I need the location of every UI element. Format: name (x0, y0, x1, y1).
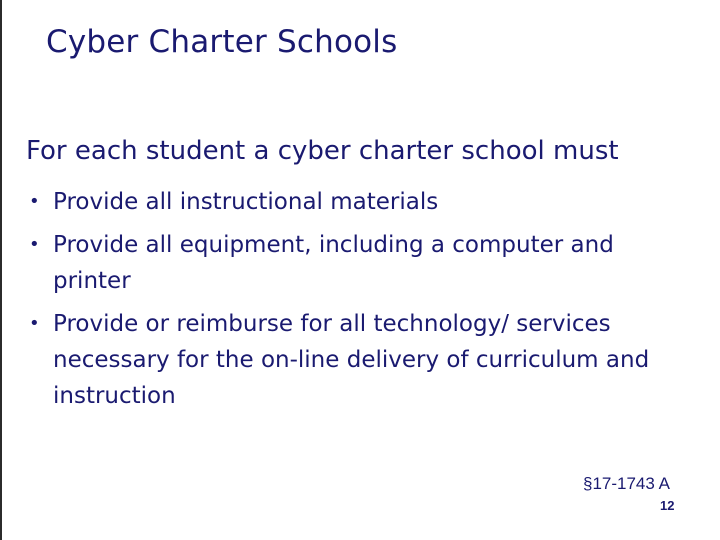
statute-citation: §17-1743 A (583, 474, 670, 493)
bullet-icon: • (29, 191, 40, 212)
bullet-text: Provide all instructional materials (53, 189, 439, 215)
page-number: 12 (660, 498, 675, 513)
bullet-icon: • (29, 234, 40, 255)
bullet-text: Provide or reimburse for all technology/ services necessary for the on-line delivery of curriculum and instruction (53, 311, 650, 409)
bullet-icon: • (29, 313, 40, 334)
intro-text: For each student a cyber charter school must (26, 136, 619, 166)
bullet-text: Provide all equipment, including a computer and printer (53, 232, 614, 294)
bullet-list (26, 184, 696, 421)
left-border-rule (0, 0, 2, 540)
bullet-item (26, 184, 696, 220)
bullet-item (26, 306, 696, 414)
slide-title: Cyber Charter Schools (46, 24, 398, 60)
bullet-item (26, 227, 696, 299)
